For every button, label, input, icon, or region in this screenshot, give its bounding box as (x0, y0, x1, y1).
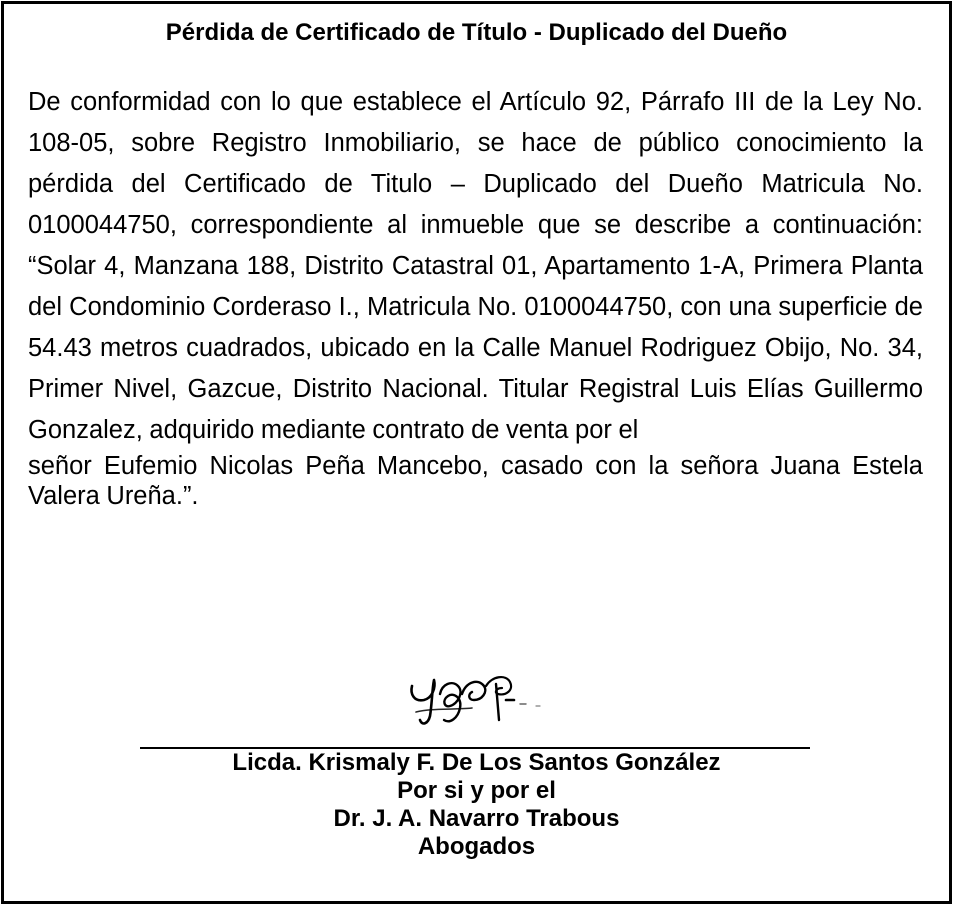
signature-block (4, 749, 949, 861)
signer-role: Abogados (417, 833, 536, 860)
notice-body-main: De conformidad con lo que establece el Artículo 92, Párrafo III de la Ley No. 108-05, sobre Registro Inmobiliario, se hace de público conocimiento la pérdida del Certificado de Titulo – Duplicado del Dueño Matricula No. 0100044750, correspondiente al inmueble que se describe a continuación: “Solar 4, Manzana 188, Distrito Catastral 01, Apartamento 1-A, Primera Planta del Condominio Corderaso I., Matricula No. 0100044750, con una superficie de 54.43 metros cuadrados, ubicado en la Calle Manuel Rodriguez Obijo, No. 34, Primer Nivel, Gazcue, Distrito Nacional. Titular Registral Luis Elías Guillermo Gonzalez, adquirido mediante contrato de venta por el (28, 88, 923, 444)
handwritten-signature (402, 664, 562, 734)
notice-title: Pérdida de Certificado de Título - Duplicado del Dueño (165, 19, 788, 46)
legal-notice (1, 1, 952, 904)
notice-body (28, 82, 923, 511)
signer-on-behalf: Por si y por el (397, 777, 556, 804)
notice-body-tail: señor Eufemio Nicolas Peña Mancebo, casado con la señora Juana Estela Valera Ureña.”. (28, 452, 923, 510)
signer-name: Licda. Krismaly F. De Los Santos González (232, 749, 721, 776)
represented-name: Dr. J. A. Navarro Trabous (333, 805, 620, 832)
